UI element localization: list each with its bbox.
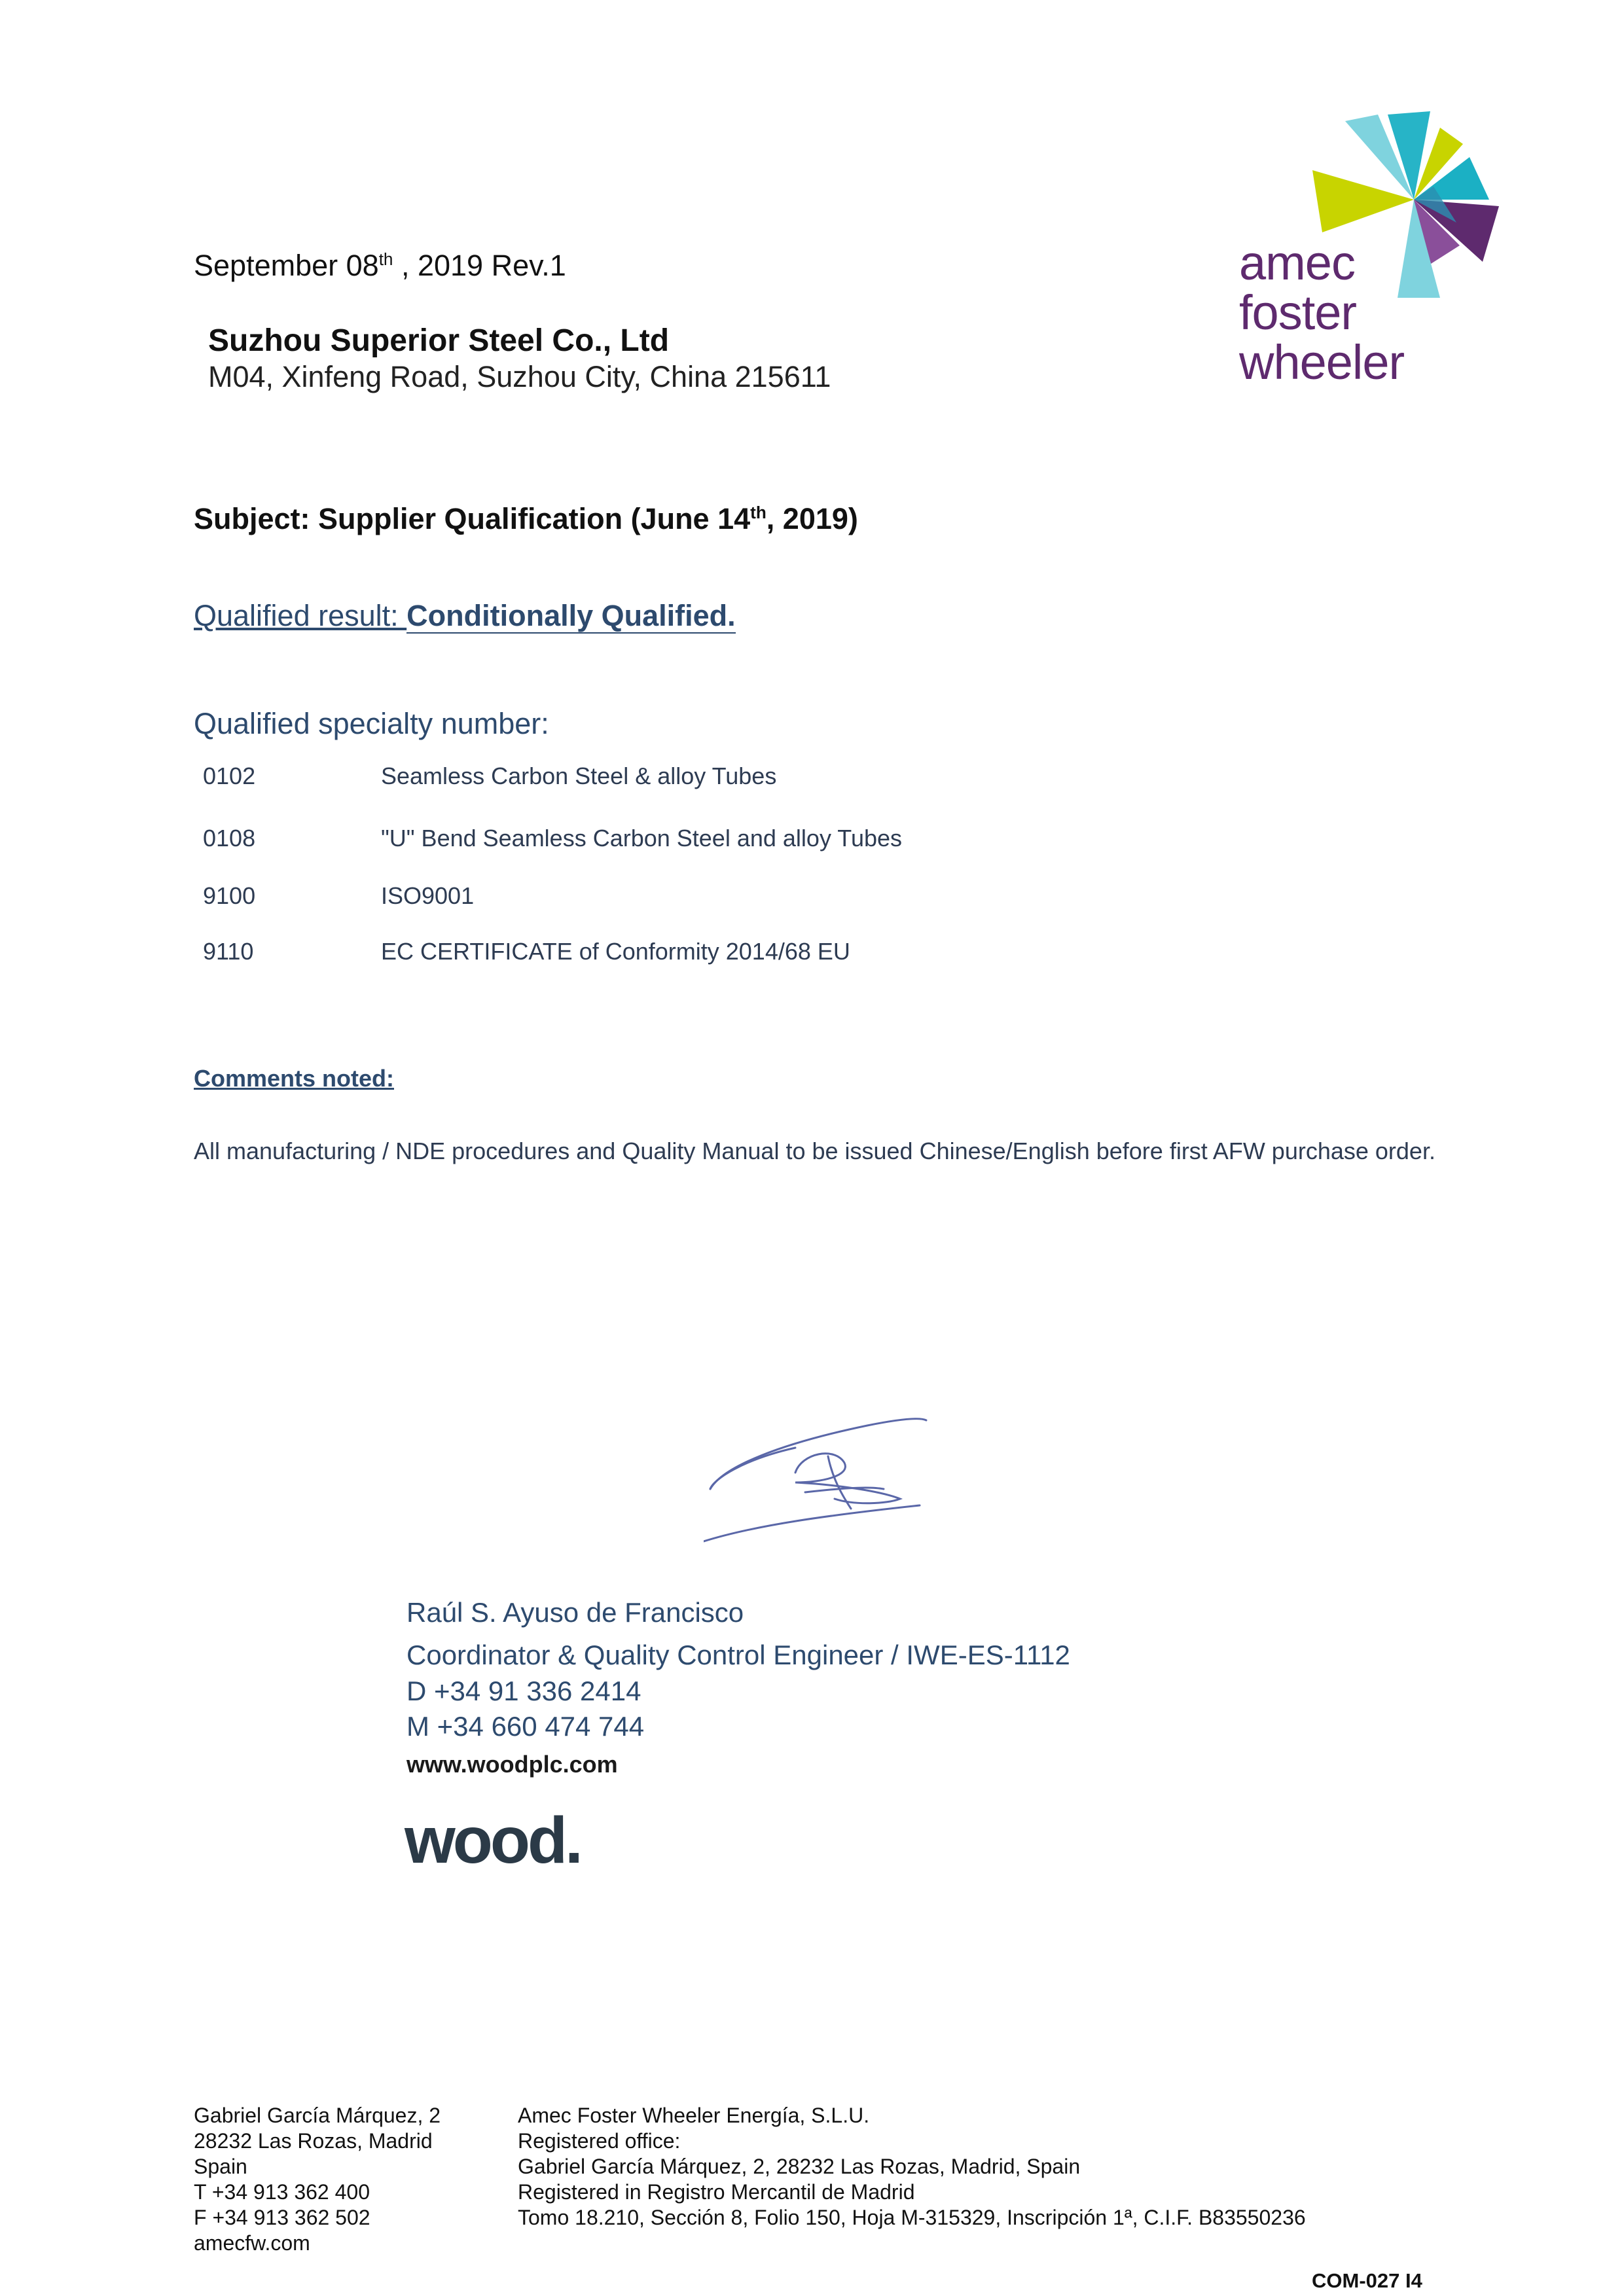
specialty-code: 0108 [203, 825, 256, 852]
footer-left-line: Spain [194, 2155, 247, 2178]
specialty-code: 0102 [203, 762, 256, 789]
footer-right-line: Gabriel García Márquez, 2, 28232 Las Rozas, Madrid, Spain [518, 2155, 1081, 2178]
signatory-website: www.woodplc.com [406, 1751, 618, 1778]
specialty-desc: ISO9001 [381, 882, 475, 909]
handwritten-signature [704, 1407, 933, 1551]
date-suffix: th [378, 249, 393, 269]
footer-registration [518, 2103, 1306, 2231]
subject-line [194, 502, 858, 536]
qualified-result-value: Conditionally Qualified. [406, 599, 736, 632]
specialty-title: Qualified specialty number: [194, 707, 549, 740]
specialty-row [203, 825, 902, 852]
footer-left-line: amecfw.com [194, 2231, 310, 2255]
subject-year: , 2019) [766, 502, 858, 535]
letter-date [194, 249, 566, 283]
logo-line-2: foster [1239, 285, 1357, 340]
specialty-desc: "U" Bend Seamless Carbon Steel and alloy Tubes [381, 825, 903, 852]
specialty-code: 9110 [203, 938, 254, 965]
footer-left-line: T +34 913 362 400 [194, 2180, 370, 2204]
qualified-result-label: Qualified result: [194, 599, 407, 632]
specialty-desc: Seamless Carbon Steel & alloy Tubes [381, 762, 777, 789]
signatory-direct-phone: D +34 91 336 2414 [406, 1676, 641, 1706]
signatory-mobile-phone: M +34 660 474 744 [406, 1711, 645, 1742]
wood-logo: wood. [405, 1804, 581, 1877]
qualified-result [194, 599, 736, 633]
specialty-row [203, 762, 776, 790]
signatory-title: Coordinator & Quality Control Engineer / IWE-ES-1112 [406, 1640, 1070, 1670]
subject-text: Subject: Supplier Qualification (June 14 [194, 502, 751, 535]
footer-right-line: Amec Foster Wheeler Energía, S.L.U. [518, 2104, 870, 2127]
footer-address [194, 2103, 441, 2256]
amec-foster-wheeler-logo-text [1239, 236, 1405, 389]
comments-text: All manufacturing / NDE procedures and Quality Manual to be issued Chinese/English before first AFW purchase order. [194, 1138, 1435, 1164]
subject-suffix: th [750, 503, 767, 522]
specialty-row [203, 938, 850, 965]
footer-right-line: Registered in Registro Mercantil de Madrid [518, 2180, 915, 2204]
footer-left-line: F +34 913 362 502 [194, 2206, 370, 2229]
recipient-address: M04, Xinfeng Road, Suzhou City, China 215611 [208, 360, 831, 393]
footer-left-line: Gabriel García Márquez, 2 [194, 2104, 441, 2127]
footer-left-line: 28232 Las Rozas, Madrid [194, 2129, 433, 2153]
specialty-row [203, 882, 474, 910]
signatory-name: Raúl S. Ayuso de Francisco [406, 1597, 744, 1628]
document-code: COM-027 I4 [1312, 2269, 1422, 2292]
comments-heading: Comments noted: [194, 1065, 394, 1092]
logo-line-3: wheeler [1239, 335, 1405, 389]
footer-right-line: Tomo 18.210, Sección 8, Folio 150, Hoja M-315329, Inscripción 1ª, C.I.F. B83550236 [518, 2206, 1306, 2229]
logo-line-1: amec [1239, 236, 1355, 290]
specialty-code: 9100 [203, 882, 256, 909]
specialty-desc: EC CERTIFICATE of Conformity 2014/68 EU [381, 938, 850, 965]
footer-right-line: Registered office: [518, 2129, 681, 2153]
recipient-company-name: Suzhou Superior Steel Co., Ltd [208, 323, 670, 358]
date-text: September 08 [194, 249, 379, 282]
date-year-rev: , 2019 Rev.1 [393, 249, 566, 282]
